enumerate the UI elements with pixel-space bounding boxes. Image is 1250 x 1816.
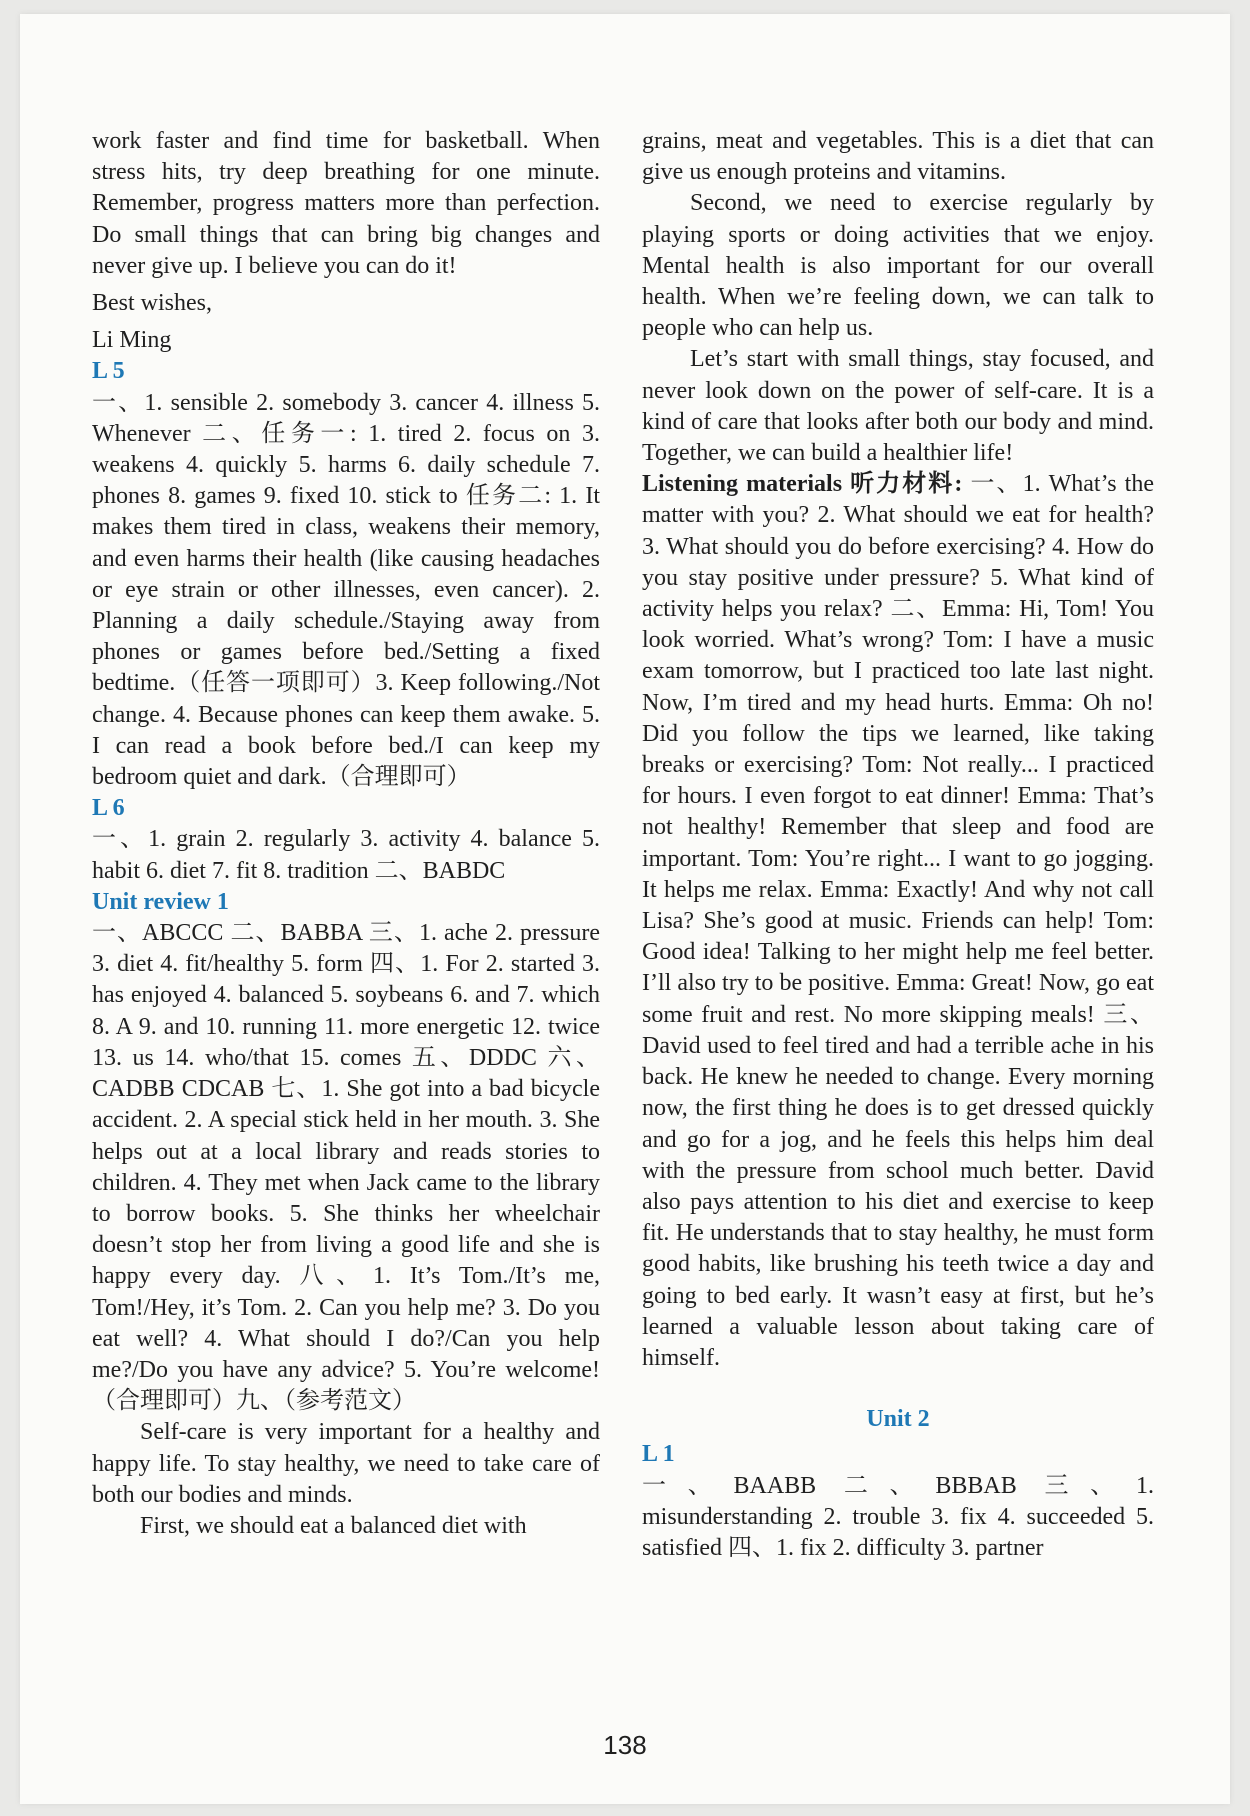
page-number: 138 (603, 1730, 647, 1760)
lesson-5-heading: L 5 (92, 358, 125, 385)
essay-paragraph-4: Let’s start with small things, stay focused, and never look down on the power of self-care. It is a kind of care that looks after both our body and mind. Together, we can build a healthier life! (642, 346, 1154, 467)
lesson-6-heading: L 6 (92, 795, 125, 822)
listening-label: Listening materials 听力材料: (642, 471, 963, 498)
listening-text: 一、1. What’s the matter with you? 2. What should we eat for health? 3. What should you do before exercising? 4. How do you stay positive under pressure? 5. What kind of activity helps you relax? 二、Emma: Hi, Tom! You look worried. What’s wrong? Tom: I have a music exam tomorrow, but I practiced too late last night. Now, I’m tired and my head hurts. Emma: Oh no! Did you follow the tips we learned, like taking breaks or exercising? Tom: Not really... I practiced for hours. I even forgot to eat dinner! Emma: That’s not healthy! Remember that sleep and food are important. Tom: You’re right... I want to go jogging. It helps me relax. Emma: Exactly! And why not call Lisa? She’s good at music. Friends can help! Tom: Good idea! Talking to her might help me feel better. I’ll also try to be positive. Emma: Great! Now, go eat some fruit and rest. No more skipping meals! 三、David used to feel tired and had a terrible ache in his back. He knew he needed to change. Every morning now, the first thing he does is to get dressed quickly and go for a jog, and he feels this helps him deal with the pressure from school much better. David also pays attention to his diet and exercise to keep fit. He understands that to stay healthy, he must form good habits, like brushing his teeth twice a day and going to bed early. It wasn’t easy at first, but he’s learned a valuable lesson about taking care of himself. (642, 471, 1154, 1371)
answer-key-page (20, 14, 1230, 1804)
unit-2-lesson-1-heading: L 1 (642, 1441, 675, 1468)
left-column (92, 126, 600, 1542)
essay-paragraph-2: First, we should eat a balanced diet with (140, 1512, 527, 1539)
essay-paragraph-2-cont: grains, meat and vegetables. This is a diet that can give us enough proteins and vitamins. (642, 128, 1154, 186)
unit-2-heading: Unit 2 (866, 1406, 930, 1433)
unit-review-heading: Unit review 1 (92, 888, 229, 915)
unit-2-lesson-1-answers: 一、BAABB 二、BBBAB 三、1. misunderstanding 2. trouble 3. fix 4. succeeded 5. satisfied 四、1. fix 2. difficulty 3. partner (642, 1472, 1154, 1561)
lesson-5-answers: 一、1. sensible 2. somebody 3. cancer 4. illness 5. Whenever 二、任务一: 1. tired 2. focus on 3. weakens 4. quickly 5. harms 6. daily schedule 7. phones 8. games 9. fixed 10. stick to 任务二: 1. It makes them tired in class, weakens their memory, and even harms their health (like causing headaches or eye strain or other illnesses, even cancer). 2. Planning a daily schedule./Staying away from phones or games before bed./Setting a fixed bedtime.（任答一项即可）3. Keep following./Not change. 4. Because phones can keep them awake. 5. I can read a book before bed./I can keep my bedroom quiet and dark.（合理即可） (92, 389, 600, 791)
letter-closing: Best wishes, (92, 290, 212, 317)
lesson-6-answers: 一、1. grain 2. regularly 3. activity 4. balance 5. habit 6. diet 7. fit 8. tradition 二、BABDC (92, 826, 600, 884)
listening-materials (642, 469, 1154, 1374)
unit-review-answers: 一、ABCCC 二、BABBA 三、1. ache 2. pressure 3. diet 4. fit/healthy 5. form 四、1. For 2. started 3. has enjoyed 4. balanced 5. soybeans 6. and 7. which 8. A 9. and 10. running 11. more energetic 12. twice 13. us 14. who/that 15. comes 五、DDDC 六、CADBB CDCAB 七、1. She got into a bad bicycle accident. 2. A special stick held in her mouth. 3. She helps out at a local library and reads stories to children. 4. They met when Jack came to the library to borrow books. 5. She thinks her wheelchair doesn’t stop her from living a good life and she is happy every day. 八、1. It’s Tom./It’s me, Tom!/Hey, it’s Tom. 2. Can you help me? 3. Do you eat well? 4. What should I do?/Can you help me?/Do you have any advice? 5. You’re welcome!（合理即可）九、（参考范文） (92, 920, 600, 1415)
essay-paragraph-3: Second, we need to exercise regularly by playing sports or doing activities that we enjoy. Mental health is also important for our overall health. When we’re feeling down, we can talk to people who can help us. (642, 190, 1154, 342)
right-column (642, 126, 1154, 1564)
essay-paragraph-1: Self-care is very important for a healthy and happy life. To stay healthy, we need to take care of both our bodies and minds. (92, 1419, 600, 1508)
letter-ending: work faster and find time for basketball. When stress hits, try deep breathing for one minute. Remember, progress matters more than perfection. Do small things that can bring big changes and never give up. I believe you can do it! (92, 128, 600, 279)
letter-signature: Li Ming (92, 327, 172, 354)
